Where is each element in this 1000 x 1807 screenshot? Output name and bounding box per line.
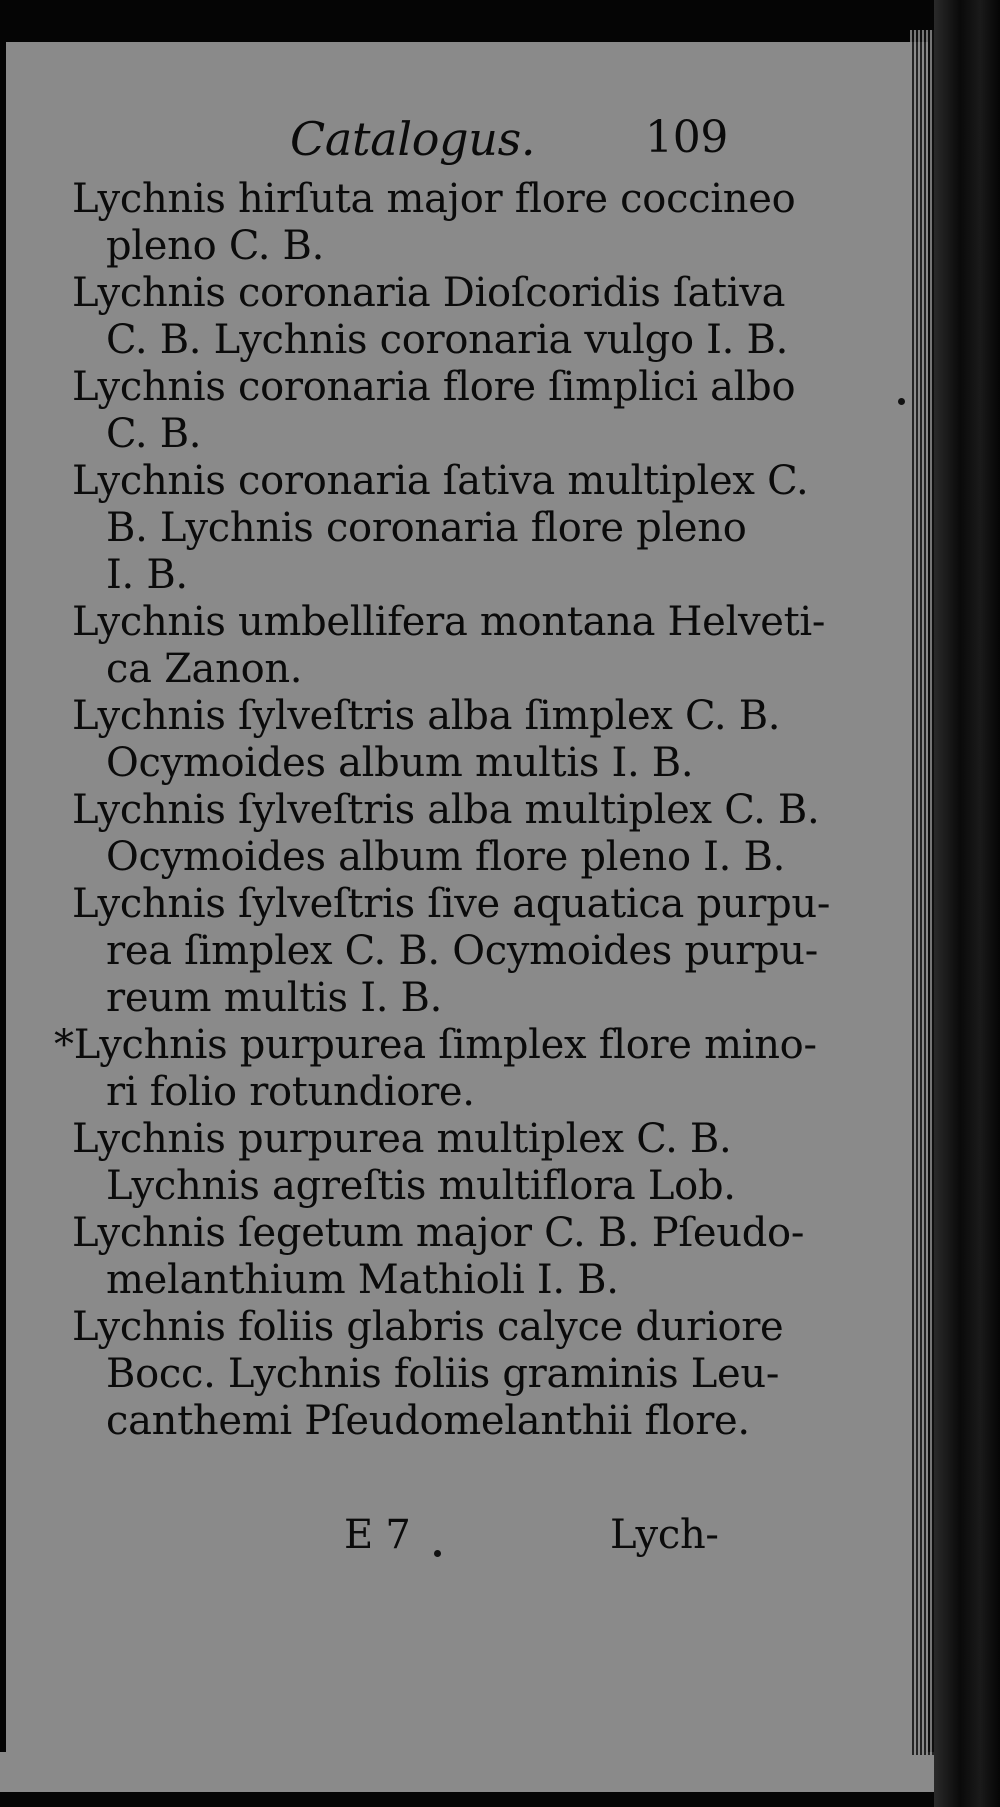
catalog-line: canthemi Pſeudomelanthii flore. bbox=[106, 1398, 750, 1444]
catalog-line: Lychnis purpurea multiplex C. B. bbox=[72, 1116, 732, 1162]
catalog-line: Bocc. Lychnis foliis graminis Leu- bbox=[106, 1351, 780, 1397]
catalog-line: Lychnis umbellifera montana Helveti- bbox=[72, 599, 826, 645]
page-number: 109 bbox=[645, 112, 729, 163]
catalog-line: Ocymoides album multis I. B. bbox=[106, 740, 694, 786]
catalog-line: ca Zanon. bbox=[106, 646, 303, 692]
catalog-line: Lychnis coronaria Dioſcoridis ſativa bbox=[72, 270, 786, 316]
catalog-line: Lychnis hirſuta major flore coccineo bbox=[72, 176, 796, 222]
catalog-line: B. Lychnis coronaria flore pleno bbox=[106, 505, 747, 551]
catalog-line: ri folio rotundiore. bbox=[106, 1069, 475, 1115]
running-title: Catalogus. bbox=[290, 112, 536, 166]
book-spine bbox=[934, 0, 1000, 1807]
ink-speck bbox=[434, 1550, 441, 1557]
paper-bottom-edge bbox=[0, 1752, 1000, 1792]
page-footer bbox=[0, 1512, 922, 1572]
catalog-line: I. B. bbox=[106, 552, 188, 598]
catalog-line: Ocymoides album flore pleno I. B. bbox=[106, 834, 786, 880]
catalog-line: *Lychnis purpurea ſimplex flore mino- bbox=[54, 1022, 817, 1068]
catalog-line: pleno C. B. bbox=[106, 223, 325, 269]
catchword: Lych- bbox=[610, 1512, 719, 1558]
page-edges bbox=[910, 30, 934, 1755]
catalog-line: Lychnis ſylveſtris ſive aquatica purpu- bbox=[72, 881, 831, 927]
ink-speck bbox=[898, 398, 905, 405]
catalog-line: Lychnis ſylveſtris alba multiplex C. B. bbox=[72, 787, 820, 833]
catalog-line: Lychnis coronaria ſativa multiplex C. bbox=[72, 458, 809, 504]
catalog-line: Lychnis ſylveſtris alba ſimplex C. B. bbox=[72, 693, 781, 739]
catalog-line: Lychnis ſegetum major C. B. Pſeudo- bbox=[72, 1210, 805, 1256]
catalog-line: C. B. bbox=[106, 411, 202, 457]
signature-mark: E 7 bbox=[344, 1512, 411, 1558]
page-header bbox=[0, 112, 922, 172]
catalog-line: rea ſimplex C. B. Ocymoides purpu- bbox=[106, 928, 818, 974]
catalog-line: reum multis I. B. bbox=[106, 975, 443, 1021]
catalog-line: Lychnis agreſtis multiflora Lob. bbox=[106, 1163, 736, 1209]
catalog-line: Lychnis foliis glabris calyce duriore bbox=[72, 1304, 784, 1350]
catalog-line: Lychnis coronaria flore ſimplici albo bbox=[72, 364, 796, 410]
catalog-line: C. B. Lychnis coronaria vulgo I. B. bbox=[106, 317, 789, 363]
catalog-line: melanthium Mathioli I. B. bbox=[106, 1257, 619, 1303]
catalog-entries bbox=[54, 176, 831, 1445]
